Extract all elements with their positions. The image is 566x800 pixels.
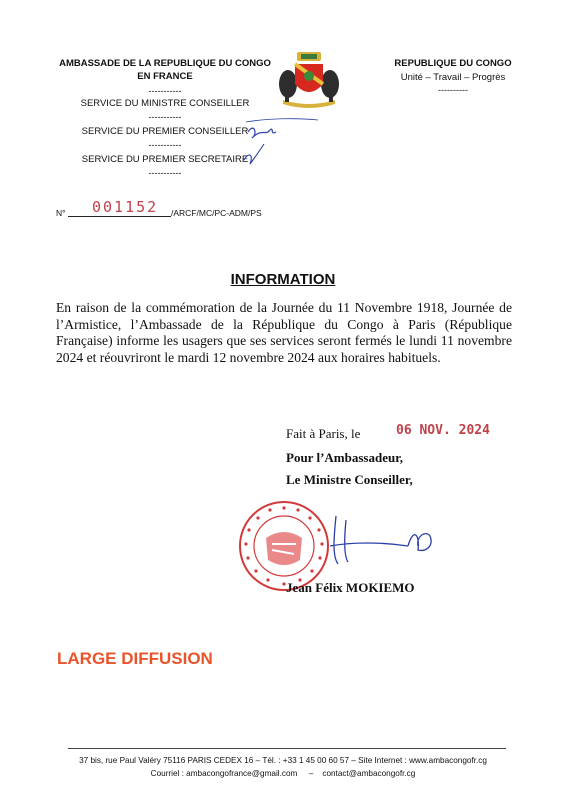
reference-underline [68, 216, 171, 217]
embassy-name: AMBASSADE DE LA REPUBLIQUE DU CONGO [59, 58, 271, 69]
separator: ---------- [438, 85, 468, 95]
footer-emails: Courriel : ambacongofrance@gmail.com – contact@ambacongofr.cg [150, 769, 416, 778]
signer-role: Le Ministre Conseiller, [286, 472, 413, 487]
handwritten-initials-icon [240, 114, 320, 174]
distribution-label: LARGE DIFFUSION [57, 649, 213, 668]
signer-name: Jean Félix MOKIEMO [286, 580, 415, 595]
separator: ----------- [148, 168, 182, 178]
place-and-date-label: Fait à Paris, le [286, 426, 361, 441]
national-motto: Unité – Travail – Progrès [400, 72, 506, 83]
footer-rule [68, 748, 506, 749]
reference-code: /ARCF/MC/PC-ADM/PS [171, 208, 262, 218]
handwritten-signature-icon [322, 506, 442, 576]
document-title: INFORMATION [230, 271, 336, 288]
embassy-country: EN FRANCE [137, 71, 193, 82]
service-premier-secretaire: SERVICE DU PREMIER SECRETAIRE [81, 154, 249, 165]
service-ministre-conseiller: SERVICE DU MINISTRE CONSEILLER [80, 98, 250, 109]
separator: ----------- [148, 86, 182, 96]
information-body: En raison de la commémoration de la Journée du 11 Novembre 1918, Journée de l’Armistice, l’Ambassade de la République du Congo à Paris (République Française) informe les usagers que ses services seront fermés le lundi 11 novembre 2024 et réouvriront le mardi 12 novembre 2024 aux horaires habituels. [56, 300, 512, 365]
separator: ----------- [148, 140, 182, 150]
country-name: REPUBLIQUE DU CONGO [394, 58, 512, 69]
left-header [40, 58, 290, 82]
footer-address: 37 bis, rue Paul Valéry 75116 PARIS CEDEX 16 – Tél. : +33 1 45 00 60 57 – Site Internet : www.ambacongofr.cg [79, 756, 487, 765]
separator: ----------- [148, 112, 182, 122]
right-header [378, 58, 528, 95]
reference-number: 001152 [92, 198, 159, 216]
date-stamp: 06 NOV. 2024 [396, 423, 490, 438]
reference-prefix: N° [56, 208, 66, 218]
coat-of-arms-icon [277, 50, 341, 110]
service-premier-conseiller: SERVICE DU PREMIER CONSEILLER [81, 126, 249, 137]
for-ambassador: Pour l’Ambassadeur, [286, 450, 404, 465]
